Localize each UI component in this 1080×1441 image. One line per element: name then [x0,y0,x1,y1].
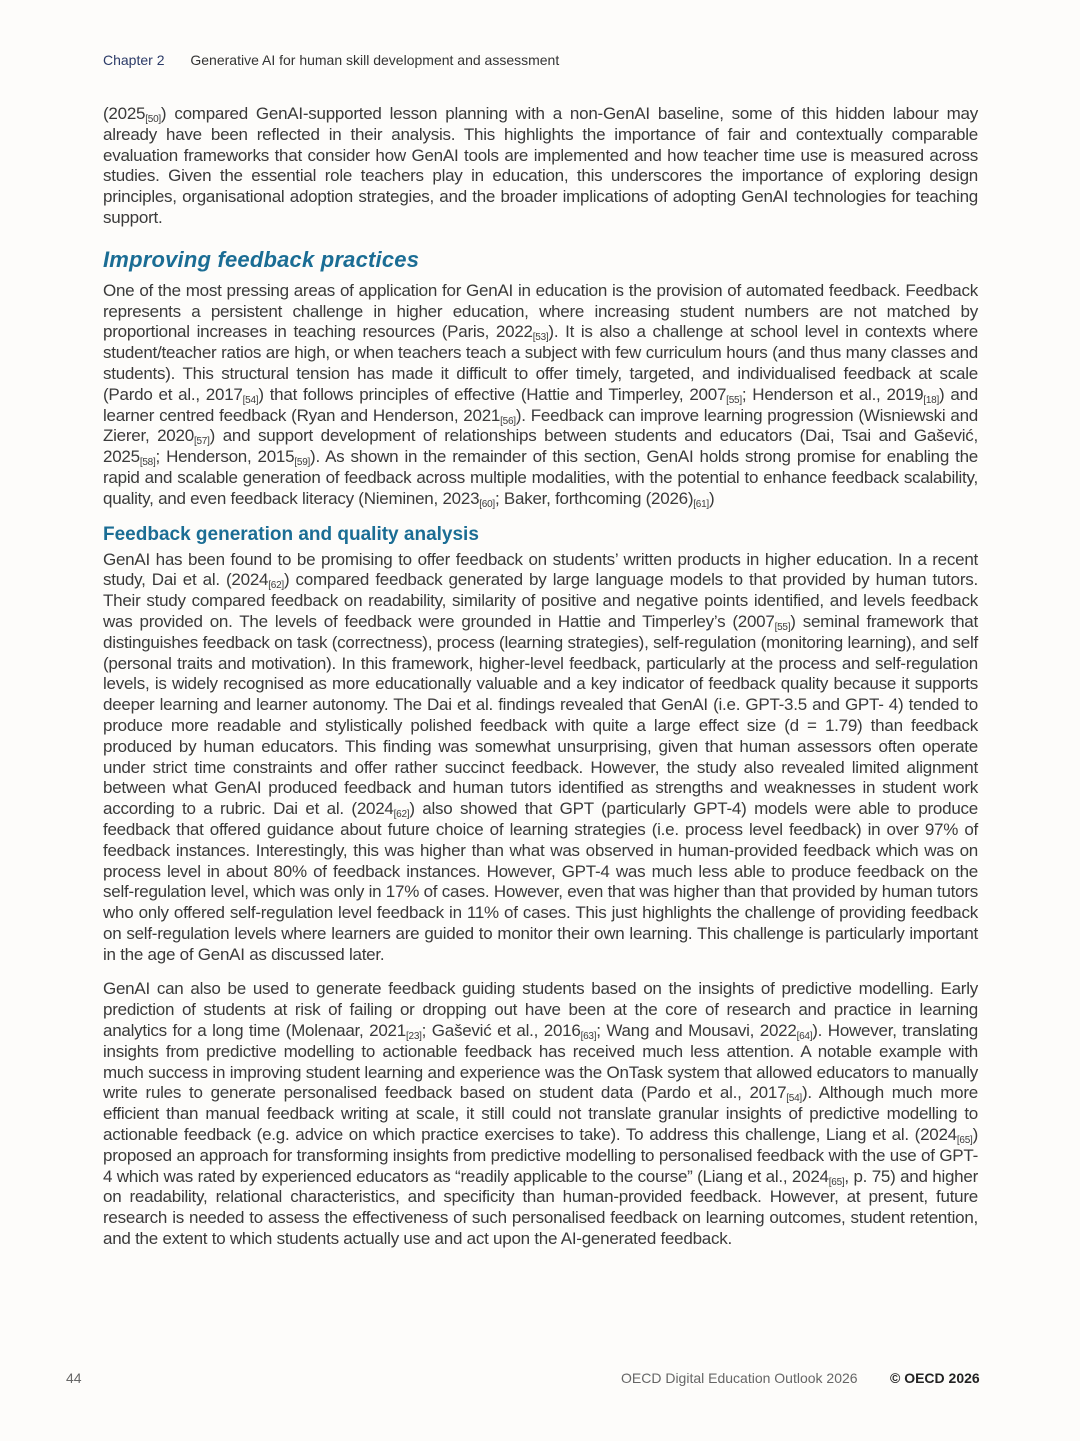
citation-ref[interactable]: [23] [405,1031,422,1043]
subsection-paragraph-1: GenAI has been found to be promising to offer feedback on students’ written products in higher education. In a recent study, Dai et al. $(2024_{[62]})$ compared feedback generated by large language models to that provided by human tutors. Their study compared feedback on readability, similarity of positive and negative points identified, and levels feedback was provided on. The levels of feedback were grounded in Hattie and Timperley’s $(2007_{[55]})$ seminal framework that distinguishes feedback on task (correctness), process (learning strategies), self-regulation (monitoring learning), and self (personal traits and motivation). In this framework, higher-level feedback, particularly at the process and self-regulation levels, is widely recognised as more educationally valuable and a key indicator of feedback quality because it supports deeper learning and learner autonomy. The Dai et al. findings revealed that GenAI (i.e. GPT-3.5 and GPT- 4) tended to produce more readable and stylistically polished feedback with quite a large effect size (d = 1.79) than feedback produced by human educators. This finding was somewhat unsurprising, given that human assessors often operate under strict time constraints and offer rather succinct feedback. However, the study also revealed limited alignment between what GenAI produced feedback and human tutors identified as strengths and weaknesses in student work according to a rubric. Dai et al. $(2024_{[62]})$ also showed that GPT (particularly GPT-4) models were able to produce feedback that offered guidance about future choice of learning strategies (i.e. process level feedback) in over 97% of feedback instances. Interestingly, this was higher than what was observed in human-provided feedback which was on process level in about 80% of feedback instances. However, GPT-4 was much less able to produce feedback on the self-regulation level, which was only in 17% of cases. However, even that was higher than that provided by human tutors who only offered self-regulation level feedback in 11% of cases. This just highlights the challenge of providing feedback on self-regulation levels where learners are guided to monitor their own learning. This challenge is particularly important in the age of GenAI as discussed later. [103,549,978,964]
intro-paragraph: $(2025_{[50]})$ compared GenAI-supported lesson planning with a non-GenAI baseline, some of this hidden labour may already have been reflected in their analysis. This highlights the importance of fair and contextually comparable evaluation frameworks that consider how GenAI tools are implemented and how teacher time use is measured across studies. Given the essential role teachers play in education, this underscores the importance of exploring design principles, organisational adoption strategies, and the broader implications of adopting GenAI technologies for teaching support. [103,104,978,227]
citation-ref[interactable]: [55] [774,621,791,633]
section-heading: Improving feedback practices [103,246,420,272]
chapter-title: Generative AI for human skill development and assessment [190,52,560,68]
running-header [103,52,559,68]
citation-ref[interactable]: [53] [532,332,549,344]
main-content [103,104,978,1250]
citation-ref[interactable]: [18] [923,394,939,406]
chapter-label: Chapter 2 [103,52,165,68]
citation-ref[interactable]: [61] [693,498,709,510]
citation-ref[interactable]: [57] [193,436,210,448]
citation-ref[interactable]: [64] [796,1031,813,1043]
citation-ref[interactable]: [60] [479,498,495,510]
citation-ref[interactable]: [50] [145,114,161,125]
citation-ref[interactable]: [56] [500,415,516,427]
publication-title: OECD Digital Education Outlook 2026 [621,1370,858,1386]
citation-ref[interactable]: [54] [786,1093,802,1105]
citation-ref[interactable]: [58] [139,457,156,469]
citation-ref[interactable]: [55] [726,394,742,406]
citation-ref[interactable]: [54] [242,394,259,406]
copyright: © OECD 2026 [890,1370,980,1386]
citation-ref[interactable]: [59] [294,457,311,469]
subsection-heading: Feedback generation and quality analysis [103,523,479,545]
citation-ref[interactable]: [63] [580,1031,597,1043]
citation-ref[interactable]: [62] [268,580,284,592]
subsection-paragraph-2: GenAI can also be used to generate feedback guiding students based on the insights of predictive modelling. Early prediction of students at risk of failing or dropping out have been at the core of research and practice in learning analytics for a long time (Molenaar, $2021_{[23]}$; Gašević et al., $2016_{[63]}$; Wang and Mousavi, $2022_{[64]}$). However, translating insights from predictive modelling to actionable feedback has received much less attention. A notable example with much success in improving student learning and experience was the OnTask system that allowed educators to manually write rules to generate personalised feedback based on student data (Pardo et al., $2017_{[54]}$). Although much more efficient than manual feedback writing at scale, it still could not translate granular insights of predictive modelling to actionable feedback (e.g. advice on which practice exercises to take). To address this challenge, Liang et al. $(2024_{[65]})$ proposed an approach for transforming insights from predictive modelling to personalised feedback with the use of GPT-4 which was rated by experienced educators as “readily applicable to the course” (Liang et al., $2024_{[65]}$, p. 75) and higher on readability, relational characteristics, and specificity than human-provided feedback. However, at present, future research is needed to assess the effectiveness of such personalised feedback on learning outcomes, student retention, and the extent to which students actually use and act upon the AI-generated feedback. [103,979,978,1249]
section-paragraph: One of the most pressing areas of application for GenAI in education is the provision of automated feedback. Feedback represents a persistent challenge in higher education, where increasing student numbers are not matched by proportional increases in teaching resources (Paris, $2022_{[53]}$). It is also a challenge at school level in contexts where student/teacher ratios are high, or when teachers teach a subject with few curriculum hours (and thus many classes and students). This structural tension has made it difficult to offer timely, targeted, and individualised feedback at scale (Pardo et al., $2017_{[54]}$) that follows principles of effective (Hattie and Timperley, $2007_{[55]}$; Henderson et al., $2019_{[18]}$) and learner centred feedback (Ryan and Henderson, $2021_{[56]}$). Feedback can improve learning progression (Wisniewski and Zierer, $2020_{[57]}$) and support development of relationships between students and educators (Dai, Tsai and Gašević, $2025_{[58]}$; Henderson, $2015_{[59]}$). As shown in the remainder of this section, GenAI holds strong promise for enabling the rapid and scalable generation of feedback across multiple modalities, with the potential to enhance feedback scalability, quality, and even feedback literacy (Nieminen, $2023_{[60]}$; Baker, forthcoming $(2026)_{[61]}$) [103,280,979,510]
citation-ref[interactable]: [65] [956,1135,973,1147]
citation-ref[interactable]: [65] [828,1176,845,1188]
citation-ref[interactable]: [62] [393,809,410,821]
page-number: 44 [66,1370,82,1386]
